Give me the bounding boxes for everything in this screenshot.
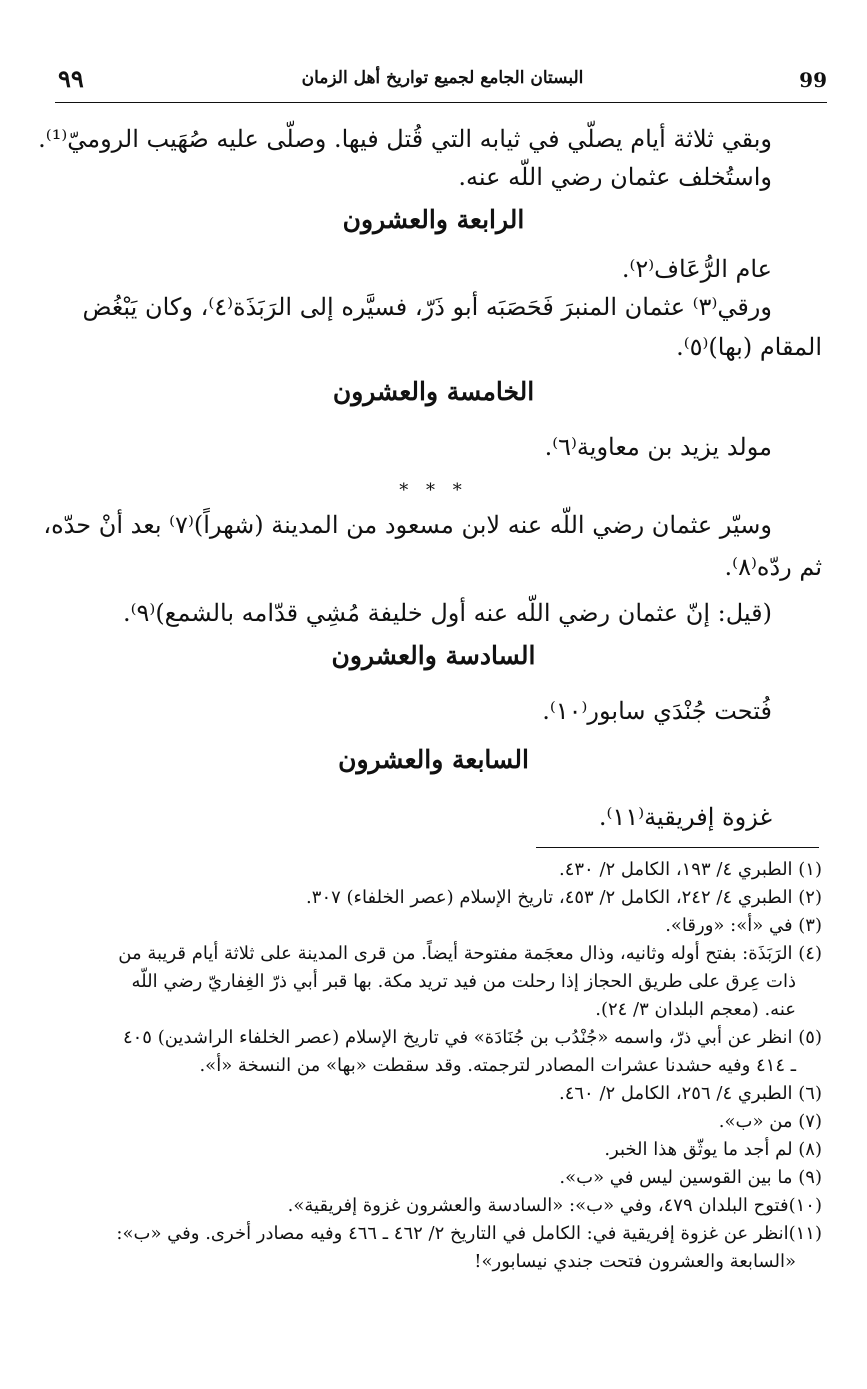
paragraph-line: ورقي⁽٣⁾ عثمان المنبرَ فَحَصَبَه أبو ذَرّ، فسيَّره إلى الرَبَذَة⁽٤⁾، وكان يَبْغُض	[82, 293, 772, 321]
paragraph-line: غزوة إفريقية⁽١١⁾.	[598, 803, 772, 831]
footnote: (٢) الطبري ٤/ ٢٤٢، الكامل ٢/ ٤٥٣، تاريخ الإسلام (عصر الخلفاء) ٣٠٧.	[306, 887, 822, 908]
footnote: (٤) الرَبَذَة: بفتح أوله وثانيه، وذال معجَمة مفتوحة أيضاً. من قرى المدينة على ثلاثة أيام قريبة من	[118, 943, 822, 964]
separator-stars: * * *	[399, 480, 468, 501]
footnote-continuation: «السابعة والعشرون فتحت جندي نيسابور»!	[474, 1251, 796, 1272]
paragraph-line: فُتحت جُنْدَي سابور⁽١٠⁾.	[542, 697, 772, 725]
footnote-rule	[536, 847, 819, 848]
footnote-continuation: ـ ٤١٤ وفيه حشدنا عشرات المصادر لترجمته. وقد سقطت «بها» من النسخة «أ».	[199, 1055, 796, 1076]
running-title: البستان الجامع لجميع تواريخ أهل الزمان	[301, 68, 584, 88]
footnote: (١) الطبري ٤/ ١٩٣، الكامل ٢/ ٤٣٠.	[558, 859, 822, 880]
page-number-arabic: ٩٩	[58, 64, 84, 93]
header-rule	[55, 102, 827, 103]
main-text	[38, 110, 822, 834]
footnote: (٨) لم أجد ما يوثّق هذا الخبر.	[604, 1139, 822, 1160]
paragraph-line: (قيل: إنّ عثمان رضي اللّه عنه أول خليفة مُشِي قدّامه بالشمع)⁽٩⁾.	[123, 599, 772, 627]
page-number-latin: 99	[799, 68, 827, 92]
section-heading: السادسة والعشرون	[331, 641, 536, 670]
paragraph-line: المقام (بها)⁽٥⁾.	[676, 333, 822, 361]
footnote: (٩) ما بين القوسين ليس في «ب».	[559, 1167, 822, 1188]
footnotes	[50, 856, 822, 1276]
paragraph-line: عام الرُّعَاف⁽٢⁾.	[621, 255, 772, 283]
paragraph-line: واستُخلف عثمان رضي اللّه عنه.	[458, 163, 772, 191]
footnote: (٥) انظر عن أبي ذرّ، واسمه «جُنْدُب بن جُنَادَة» في تاريخ الإسلام (عصر الخلفاء الراشدين) ٤٠٥	[122, 1027, 822, 1048]
section-heading: الخامسة والعشرون	[332, 377, 535, 406]
footnote: (١٠)فتوح البلدان ٤٧٩، وفي «ب»: «السادسة والعشرون غزوة إفريقية».	[287, 1195, 822, 1216]
footnote-continuation: عنه. (معجم البلدان ٣/ ٢٤).	[595, 999, 796, 1020]
page-header	[58, 62, 827, 98]
section-heading: السابعة والعشرون	[338, 745, 529, 774]
paragraph-line: وسيّر عثمان رضي اللّه عنه لابن مسعود من المدينة (شهراً)⁽٧⁾ بعد أنْ حدّه،	[43, 511, 772, 539]
footnote-continuation: ذات عِرق على طريق الحجاز إذا رحلت من فيد تريد مكة. بها قبر أبي ذرّ الغِفاريّ رضي اللّه	[131, 971, 796, 992]
footnote: (٣) في «أ»: «ورقا».	[665, 915, 822, 936]
paragraph-line: مولد يزيد بن معاوية⁽٦⁾.	[544, 433, 772, 461]
footnote: (١١)انظر عن غزوة إفريقية في: الكامل في التاريخ ٢/ ٤٦٢ ـ ٤٦٦ وفيه مصادر أخرى. وفي «ب»:	[116, 1223, 822, 1244]
footnote: (٧) من «ب».	[718, 1111, 822, 1132]
footnote: (٦) الطبري ٤/ ٢٥٦، الكامل ٢/ ٤٦٠.	[558, 1083, 822, 1104]
paragraph-line: ثم ردّه⁽٨⁾.	[724, 553, 822, 581]
paragraph-line: وبقي ثلاثة أيام يصلّي في ثيابه التي قُتل فيها. وصلّى عليه صُهَيب الروميّ⁽¹⁾.	[38, 125, 772, 153]
section-heading: الرابعة والعشرون	[342, 205, 525, 234]
